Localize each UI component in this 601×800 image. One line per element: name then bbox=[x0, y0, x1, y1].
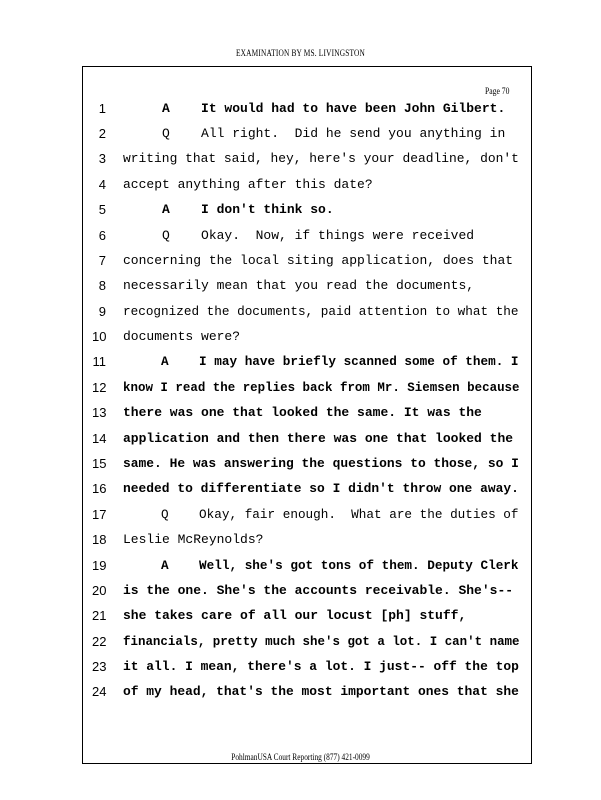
line-number: 2 bbox=[98, 126, 106, 141]
transcript-line bbox=[0, 327, 601, 352]
line-number: 21 bbox=[92, 608, 107, 623]
line-number: 7 bbox=[98, 253, 106, 268]
transcript-line bbox=[0, 581, 601, 606]
transcript-line bbox=[0, 429, 601, 454]
line-number: 20 bbox=[92, 583, 107, 598]
line-text: Q Okay. Now, if things were received bbox=[123, 228, 475, 243]
line-number: 13 bbox=[92, 405, 107, 420]
line-text: writing that said, hey, here's your deadline, don't bbox=[123, 151, 519, 166]
page-header: EXAMINATION BY MS. LIVINGSTON bbox=[236, 48, 365, 58]
line-number: 18 bbox=[92, 532, 107, 547]
line-text: know I read the replies back from Mr. Siemsen because bbox=[123, 380, 520, 395]
line-number: 9 bbox=[98, 304, 106, 319]
line-number: 1 bbox=[98, 101, 106, 116]
page-number: Page 70 bbox=[485, 86, 510, 96]
line-text: concerning the local siting application, does that bbox=[123, 253, 514, 268]
line-number: 8 bbox=[98, 278, 106, 293]
line-text: recognized the documents, paid attention to what the bbox=[123, 304, 519, 319]
transcript-line bbox=[0, 99, 601, 124]
line-number: 19 bbox=[92, 558, 107, 573]
line-number: 23 bbox=[92, 659, 107, 674]
line-number: 15 bbox=[92, 456, 107, 471]
line-text: there was one that looked the same. It was the bbox=[123, 405, 482, 420]
transcript-line bbox=[0, 352, 601, 377]
transcript-line bbox=[0, 556, 601, 581]
transcript-line bbox=[0, 200, 601, 225]
line-text: needed to differentiate so I didn't throw one away. bbox=[123, 481, 519, 496]
line-text: Q All right. Did he send you anything in bbox=[123, 126, 506, 141]
line-text: A I may have briefly scanned some of them. I bbox=[123, 354, 519, 369]
line-number: 5 bbox=[98, 202, 106, 217]
line-text: is the one. She's the accounts receivable. She's-- bbox=[123, 583, 514, 598]
line-number: 3 bbox=[98, 151, 106, 166]
transcript-line bbox=[0, 606, 601, 631]
line-number: 14 bbox=[92, 431, 107, 446]
transcript-line bbox=[0, 175, 601, 200]
line-number: 22 bbox=[92, 634, 107, 649]
line-text: accept anything after this date? bbox=[123, 177, 373, 192]
page-footer: PohlmanUSA Court Reporting (877) 421-0099 bbox=[231, 752, 370, 762]
line-text: financials, pretty much she's got a lot. I can't name bbox=[123, 634, 520, 649]
transcript-line bbox=[0, 403, 601, 428]
line-text: it all. I mean, there's a lot. I just-- off the top bbox=[123, 659, 519, 674]
transcript-line bbox=[0, 378, 601, 403]
line-number: 24 bbox=[92, 684, 107, 699]
line-text: of my head, that's the most important ones that she bbox=[123, 684, 519, 699]
transcript-line bbox=[0, 505, 601, 530]
line-number: 17 bbox=[92, 507, 107, 522]
transcript-line bbox=[0, 632, 601, 657]
transcript-line bbox=[0, 682, 601, 707]
line-number: 11 bbox=[92, 354, 106, 369]
transcript-line bbox=[0, 124, 601, 149]
line-text: same. He was answering the questions to those, so I bbox=[123, 456, 519, 471]
transcript-line bbox=[0, 479, 601, 504]
line-number: 4 bbox=[98, 177, 106, 192]
line-text: Leslie McReynolds? bbox=[123, 532, 264, 547]
line-number: 10 bbox=[92, 329, 107, 344]
transcript-line bbox=[0, 251, 601, 276]
transcript-line bbox=[0, 302, 601, 327]
transcript-line bbox=[0, 276, 601, 301]
line-text: A I don't think so. bbox=[123, 202, 334, 217]
line-text: A Well, she's got tons of them. Deputy Clerk bbox=[123, 558, 519, 573]
line-text: documents were? bbox=[123, 329, 241, 344]
line-text: A It would had to have been John Gilbert. bbox=[123, 101, 506, 116]
line-text: she takes care of all our locust [ph] stuff, bbox=[123, 608, 467, 623]
line-number: 6 bbox=[98, 228, 106, 243]
line-text: necessarily mean that you read the documents, bbox=[123, 278, 475, 293]
line-number: 12 bbox=[92, 380, 107, 395]
line-text: Q Okay, fair enough. What are the duties of bbox=[123, 507, 519, 522]
line-text: application and then there was one that looked the bbox=[123, 431, 514, 446]
transcript-line bbox=[0, 226, 601, 251]
transcript-line bbox=[0, 657, 601, 682]
transcript-line bbox=[0, 530, 601, 555]
line-number: 16 bbox=[92, 481, 107, 496]
transcript-line bbox=[0, 149, 601, 174]
transcript-line bbox=[0, 454, 601, 479]
